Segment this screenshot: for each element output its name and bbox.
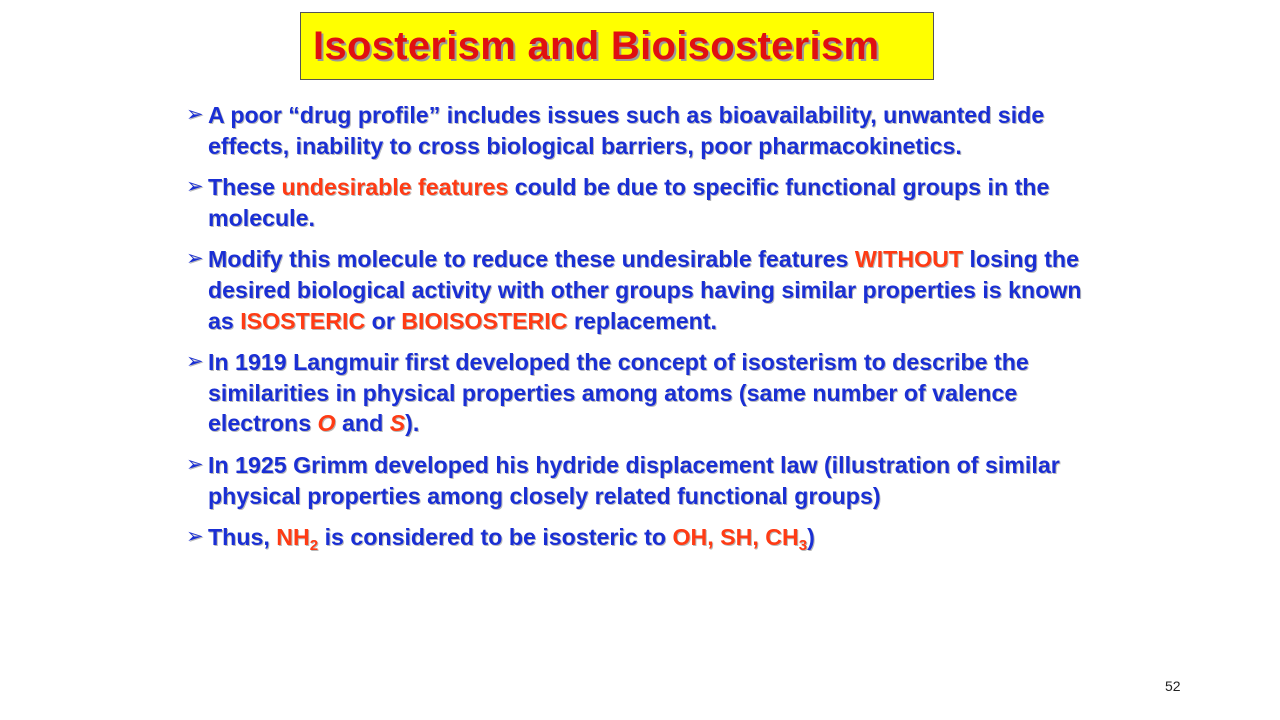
bullet-text: losing the desired biological activity with other groups having similar properties is known as (208, 246, 1082, 334)
bullet-text: ). (405, 410, 420, 437)
bullet-text: or (365, 307, 402, 334)
bullet-text: replacement. (567, 307, 717, 334)
bullet-list (186, 100, 1106, 564)
bullet-text: A poor “drug profile” includes issues such as bioavailability, unwanted side effects, inability to cross biological barriers, poor pharmacokinetics. (208, 102, 1045, 159)
highlight-text: BIOISOSTERIC (401, 307, 568, 334)
bullet-undesirable-features (186, 172, 1106, 233)
bullet-text: Thus, (208, 524, 277, 551)
bullet-nh2-isosteric (186, 522, 1106, 553)
highlight-text: NH (276, 524, 310, 551)
bullet-text: In 1919 Langmuir first developed the concept of isosterism to describe the similarities in physical properties among atoms (same number of valence electrons (208, 349, 1029, 437)
arrow-bullet-icon: ➢ (186, 103, 204, 126)
slide-title: Isosterism and Bioisosterism (313, 23, 880, 68)
bullet-text: In 1925 Grimm developed his hydride displacement law (illustration of similar physical properties among closely related functional groups) (208, 451, 1060, 509)
arrow-bullet-icon: ➢ (186, 525, 204, 549)
arrow-bullet-icon: ➢ (186, 247, 204, 271)
subscript: 3 (798, 537, 808, 555)
arrow-bullet-icon: ➢ (186, 452, 204, 476)
page-number: 52 (1165, 678, 1181, 694)
bullet-text: is considered to be isosteric to (318, 524, 673, 551)
bullet-modify-molecule (186, 244, 1106, 336)
bullet-drug-profile (186, 100, 1106, 161)
subscript: 2 (309, 537, 319, 555)
highlight-text: OH, SH, CH (672, 524, 799, 551)
bullet-text: and (335, 410, 390, 437)
highlight-text: ISOSTERIC (240, 307, 366, 334)
highlight-text: undesirable features (281, 174, 509, 201)
arrow-bullet-icon: ➢ (186, 175, 204, 199)
title-box (300, 12, 934, 80)
bullet-grimm (186, 450, 1106, 511)
bullet-langmuir (186, 347, 1106, 439)
bullet-text: These (208, 174, 282, 201)
arrow-bullet-icon: ➢ (186, 350, 204, 374)
bullet-text: Modify this molecule to reduce these undesirable features (208, 246, 855, 273)
highlight-text: WITHOUT (854, 246, 964, 273)
highlight-text: S (389, 410, 406, 437)
bullet-text: could be due to specific functional groups in the molecule. (208, 174, 1050, 231)
highlight-text: O (317, 410, 336, 437)
bullet-text: ) (807, 524, 815, 551)
